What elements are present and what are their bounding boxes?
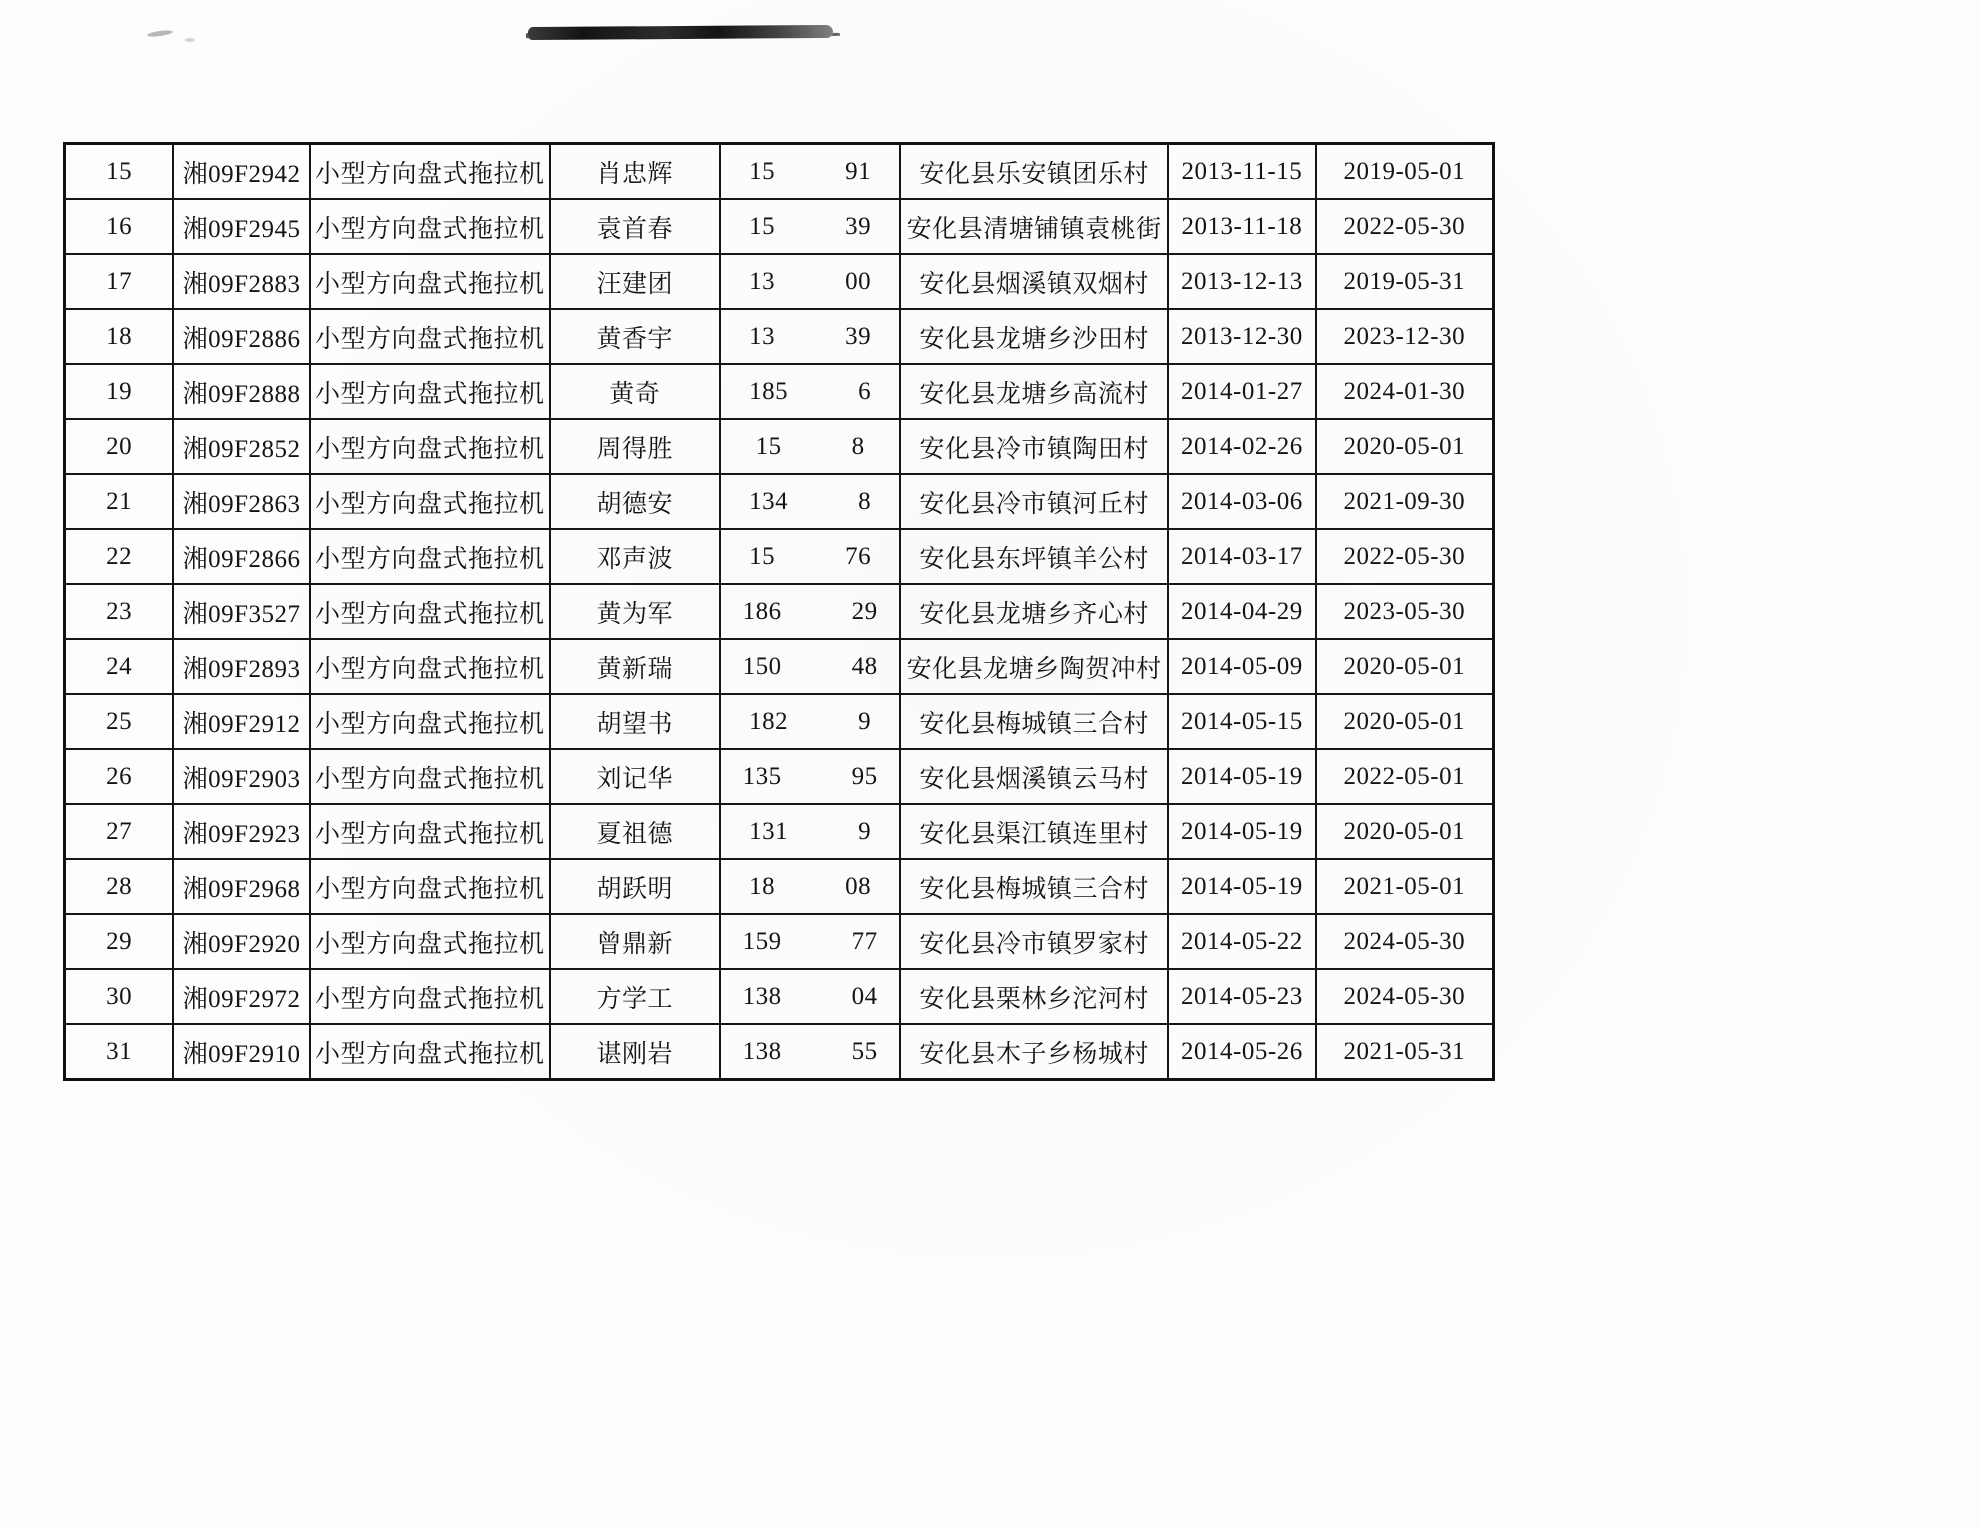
cell-phone-redacted [720,529,900,584]
cell-row-number: 18 [65,309,174,364]
phone-redaction-blob [784,985,850,1007]
phone-suffix: 29 [851,597,878,625]
table-row [65,199,1494,254]
phone-redaction-blob [784,930,850,952]
phone-redaction-blob [790,490,856,512]
phone-prefix: 185 [749,377,789,405]
phone-redaction-blob [790,820,856,842]
table-row [65,639,1494,694]
cell-register-date: 2014-05-15 [1168,694,1316,749]
table-row [65,859,1494,914]
cell-register-date: 2014-05-09 [1168,639,1316,694]
cell-row-number: 16 [65,199,174,254]
cell-row-number: 26 [65,749,174,804]
cell-phone-redacted [720,364,900,419]
cell-phone-redacted [720,639,900,694]
phone-suffix: 9 [858,817,872,845]
cell-row-number: 30 [65,969,174,1024]
cell-address: 安化县乐安镇团乐村 [900,144,1168,200]
cell-owner-name: 黄奇 [550,364,721,419]
table-row [65,419,1494,474]
cell-owner-name: 袁首春 [550,199,721,254]
phone-suffix: 6 [858,377,872,405]
table-row [65,529,1494,584]
cell-plate: 湘09F2945 [173,199,310,254]
phone-redaction-blob [790,380,856,402]
cell-register-date: 2013-11-18 [1168,199,1316,254]
phone-prefix: 186 [742,597,782,625]
cell-phone-redacted [720,474,900,529]
phone-redaction-blob [784,435,850,457]
phone-redaction-blob [777,160,843,182]
cell-plate: 湘09F2923 [173,804,310,859]
cell-expire-date: 2020-05-01 [1316,694,1494,749]
cell-address: 安化县木子乡杨城村 [900,1024,1168,1080]
cell-owner-name: 肖忠辉 [550,144,721,200]
cell-register-date: 2014-02-26 [1168,419,1316,474]
cell-address: 安化县龙塘乡齐心村 [900,584,1168,639]
cell-type: 小型方向盘式拖拉机 [310,749,550,804]
cell-phone-redacted [720,584,900,639]
cell-plate: 湘09F3527 [173,584,310,639]
cell-register-date: 2014-04-29 [1168,584,1316,639]
cell-type: 小型方向盘式拖拉机 [310,584,550,639]
cell-phone-redacted [720,199,900,254]
phone-prefix: 138 [742,1037,782,1065]
phone-prefix: 18 [749,872,776,900]
cell-register-date: 2014-03-17 [1168,529,1316,584]
cell-owner-name: 曾鼎新 [550,914,721,969]
scan-artifact-speck [147,29,173,38]
table-body [65,144,1494,1080]
cell-plate: 湘09F2866 [173,529,310,584]
cell-address: 安化县冷市镇河丘村 [900,474,1168,529]
cell-register-date: 2013-12-13 [1168,254,1316,309]
phone-prefix: 15 [749,212,776,240]
cell-plate: 湘09F2942 [173,144,310,200]
cell-owner-name: 胡望书 [550,694,721,749]
phone-prefix: 134 [749,487,789,515]
cell-expire-date: 2021-05-01 [1316,859,1494,914]
cell-row-number: 23 [65,584,174,639]
phone-prefix: 138 [742,982,782,1010]
cell-register-date: 2013-11-15 [1168,144,1316,200]
cell-owner-name: 黄为军 [550,584,721,639]
cell-type: 小型方向盘式拖拉机 [310,639,550,694]
scan-artifact-speck [185,38,195,42]
cell-owner-name: 刘记华 [550,749,721,804]
phone-redaction-blob [777,270,843,292]
cell-type: 小型方向盘式拖拉机 [310,859,550,914]
cell-expire-date: 2020-05-01 [1316,804,1494,859]
cell-register-date: 2014-05-19 [1168,859,1316,914]
cell-register-date: 2014-05-19 [1168,804,1316,859]
cell-row-number: 27 [65,804,174,859]
phone-suffix: 9 [858,707,872,735]
cell-address: 安化县渠江镇连里村 [900,804,1168,859]
phone-redaction-blob [784,655,850,677]
cell-address: 安化县梅城镇三合村 [900,694,1168,749]
table-row [65,914,1494,969]
cell-plate: 湘09F2912 [173,694,310,749]
cell-phone-redacted [720,254,900,309]
cell-plate: 湘09F2886 [173,309,310,364]
cell-type: 小型方向盘式拖拉机 [310,419,550,474]
cell-phone-redacted [720,1024,900,1080]
cell-address: 安化县梅城镇三合村 [900,859,1168,914]
cell-type: 小型方向盘式拖拉机 [310,969,550,1024]
phone-suffix: 04 [851,982,878,1010]
phone-prefix: 159 [742,927,782,955]
cell-plate: 湘09F2968 [173,859,310,914]
phone-suffix: 39 [845,212,872,240]
phone-prefix: 131 [749,817,789,845]
cell-owner-name: 胡跃明 [550,859,721,914]
phone-redaction-blob [790,710,856,732]
cell-row-number: 20 [65,419,174,474]
table-row [65,694,1494,749]
cell-register-date: 2014-05-26 [1168,1024,1316,1080]
cell-expire-date: 2022-05-01 [1316,749,1494,804]
cell-plate: 湘09F2910 [173,1024,310,1080]
cell-register-date: 2013-12-30 [1168,309,1316,364]
cell-owner-name: 谌刚岩 [550,1024,721,1080]
cell-expire-date: 2020-05-01 [1316,419,1494,474]
cell-phone-redacted [720,804,900,859]
phone-suffix: 8 [851,432,865,460]
cell-address: 安化县栗林乡沱河村 [900,969,1168,1024]
cell-register-date: 2014-03-06 [1168,474,1316,529]
cell-plate: 湘09F2852 [173,419,310,474]
phone-suffix: 55 [851,1037,878,1065]
table-row [65,474,1494,529]
cell-address: 安化县东坪镇羊公村 [900,529,1168,584]
cell-expire-date: 2021-05-31 [1316,1024,1494,1080]
cell-address: 安化县烟溪镇云马村 [900,749,1168,804]
cell-owner-name: 黄新瑞 [550,639,721,694]
cell-row-number: 29 [65,914,174,969]
tractor-registry-table [63,142,1495,1081]
phone-prefix: 13 [749,322,776,350]
scan-artifact-smudge [528,25,833,40]
phone-prefix: 15 [749,542,776,570]
phone-prefix: 182 [749,707,789,735]
cell-type: 小型方向盘式拖拉机 [310,1024,550,1080]
table-row [65,254,1494,309]
cell-expire-date: 2019-05-01 [1316,144,1494,200]
cell-type: 小型方向盘式拖拉机 [310,914,550,969]
table-row [65,309,1494,364]
cell-plate: 湘09F2893 [173,639,310,694]
cell-expire-date: 2024-05-30 [1316,914,1494,969]
phone-redaction-blob [777,545,843,567]
table-row [65,364,1494,419]
cell-plate: 湘09F2883 [173,254,310,309]
cell-register-date: 2014-01-27 [1168,364,1316,419]
cell-type: 小型方向盘式拖拉机 [310,254,550,309]
cell-register-date: 2014-05-23 [1168,969,1316,1024]
cell-address: 安化县龙塘乡沙田村 [900,309,1168,364]
cell-plate: 湘09F2903 [173,749,310,804]
phone-prefix: 15 [755,432,782,460]
cell-plate: 湘09F2920 [173,914,310,969]
cell-type: 小型方向盘式拖拉机 [310,364,550,419]
cell-expire-date: 2019-05-31 [1316,254,1494,309]
phone-suffix: 08 [845,872,872,900]
phone-suffix: 91 [845,157,872,185]
phone-redaction-blob [784,600,850,622]
cell-type: 小型方向盘式拖拉机 [310,474,550,529]
cell-register-date: 2014-05-19 [1168,749,1316,804]
phone-suffix: 8 [858,487,872,515]
cell-row-number: 28 [65,859,174,914]
phone-suffix: 48 [851,652,878,680]
phone-redaction-blob [784,1040,850,1062]
cell-owner-name: 周得胜 [550,419,721,474]
cell-owner-name: 夏祖德 [550,804,721,859]
cell-row-number: 15 [65,144,174,200]
cell-owner-name: 方学工 [550,969,721,1024]
cell-owner-name: 邓声波 [550,529,721,584]
cell-row-number: 22 [65,529,174,584]
phone-prefix: 150 [742,652,782,680]
cell-plate: 湘09F2888 [173,364,310,419]
phone-suffix: 95 [851,762,878,790]
cell-phone-redacted [720,309,900,364]
cell-plate: 湘09F2863 [173,474,310,529]
phone-prefix: 135 [742,762,782,790]
table-row [65,1024,1494,1080]
cell-row-number: 19 [65,364,174,419]
phone-prefix: 13 [749,267,776,295]
cell-phone-redacted [720,749,900,804]
cell-owner-name: 汪建团 [550,254,721,309]
cell-row-number: 25 [65,694,174,749]
cell-expire-date: 2023-05-30 [1316,584,1494,639]
cell-type: 小型方向盘式拖拉机 [310,309,550,364]
phone-redaction-blob [777,875,843,897]
table-row [65,144,1494,200]
cell-address: 安化县冷市镇陶田村 [900,419,1168,474]
cell-row-number: 21 [65,474,174,529]
phone-suffix: 76 [845,542,872,570]
table-row [65,749,1494,804]
cell-register-date: 2014-05-22 [1168,914,1316,969]
cell-row-number: 24 [65,639,174,694]
cell-phone-redacted [720,419,900,474]
cell-address: 安化县龙塘乡陶贺冲村 [900,639,1168,694]
cell-expire-date: 2022-05-30 [1316,199,1494,254]
phone-suffix: 39 [845,322,872,350]
cell-phone-redacted [720,694,900,749]
table-row [65,969,1494,1024]
cell-expire-date: 2022-05-30 [1316,529,1494,584]
cell-expire-date: 2021-09-30 [1316,474,1494,529]
phone-suffix: 77 [851,927,878,955]
phone-suffix: 00 [845,267,872,295]
cell-address: 安化县清塘铺镇袁桃街 [900,199,1168,254]
table-row [65,804,1494,859]
cell-type: 小型方向盘式拖拉机 [310,529,550,584]
cell-row-number: 17 [65,254,174,309]
cell-address: 安化县烟溪镇双烟村 [900,254,1168,309]
cell-type: 小型方向盘式拖拉机 [310,804,550,859]
cell-phone-redacted [720,969,900,1024]
phone-redaction-blob [784,765,850,787]
cell-expire-date: 2024-05-30 [1316,969,1494,1024]
cell-type: 小型方向盘式拖拉机 [310,694,550,749]
cell-phone-redacted [720,144,900,200]
cell-owner-name: 胡德安 [550,474,721,529]
table-row [65,584,1494,639]
cell-expire-date: 2020-05-01 [1316,639,1494,694]
phone-prefix: 15 [749,157,776,185]
cell-phone-redacted [720,914,900,969]
cell-plate: 湘09F2972 [173,969,310,1024]
cell-type: 小型方向盘式拖拉机 [310,144,550,200]
cell-address: 安化县冷市镇罗家村 [900,914,1168,969]
cell-expire-date: 2023-12-30 [1316,309,1494,364]
cell-type: 小型方向盘式拖拉机 [310,199,550,254]
cell-owner-name: 黄香宇 [550,309,721,364]
cell-phone-redacted [720,859,900,914]
phone-redaction-blob [777,215,843,237]
phone-redaction-blob [777,325,843,347]
cell-address: 安化县龙塘乡高流村 [900,364,1168,419]
cell-expire-date: 2024-01-30 [1316,364,1494,419]
cell-row-number: 31 [65,1024,174,1080]
